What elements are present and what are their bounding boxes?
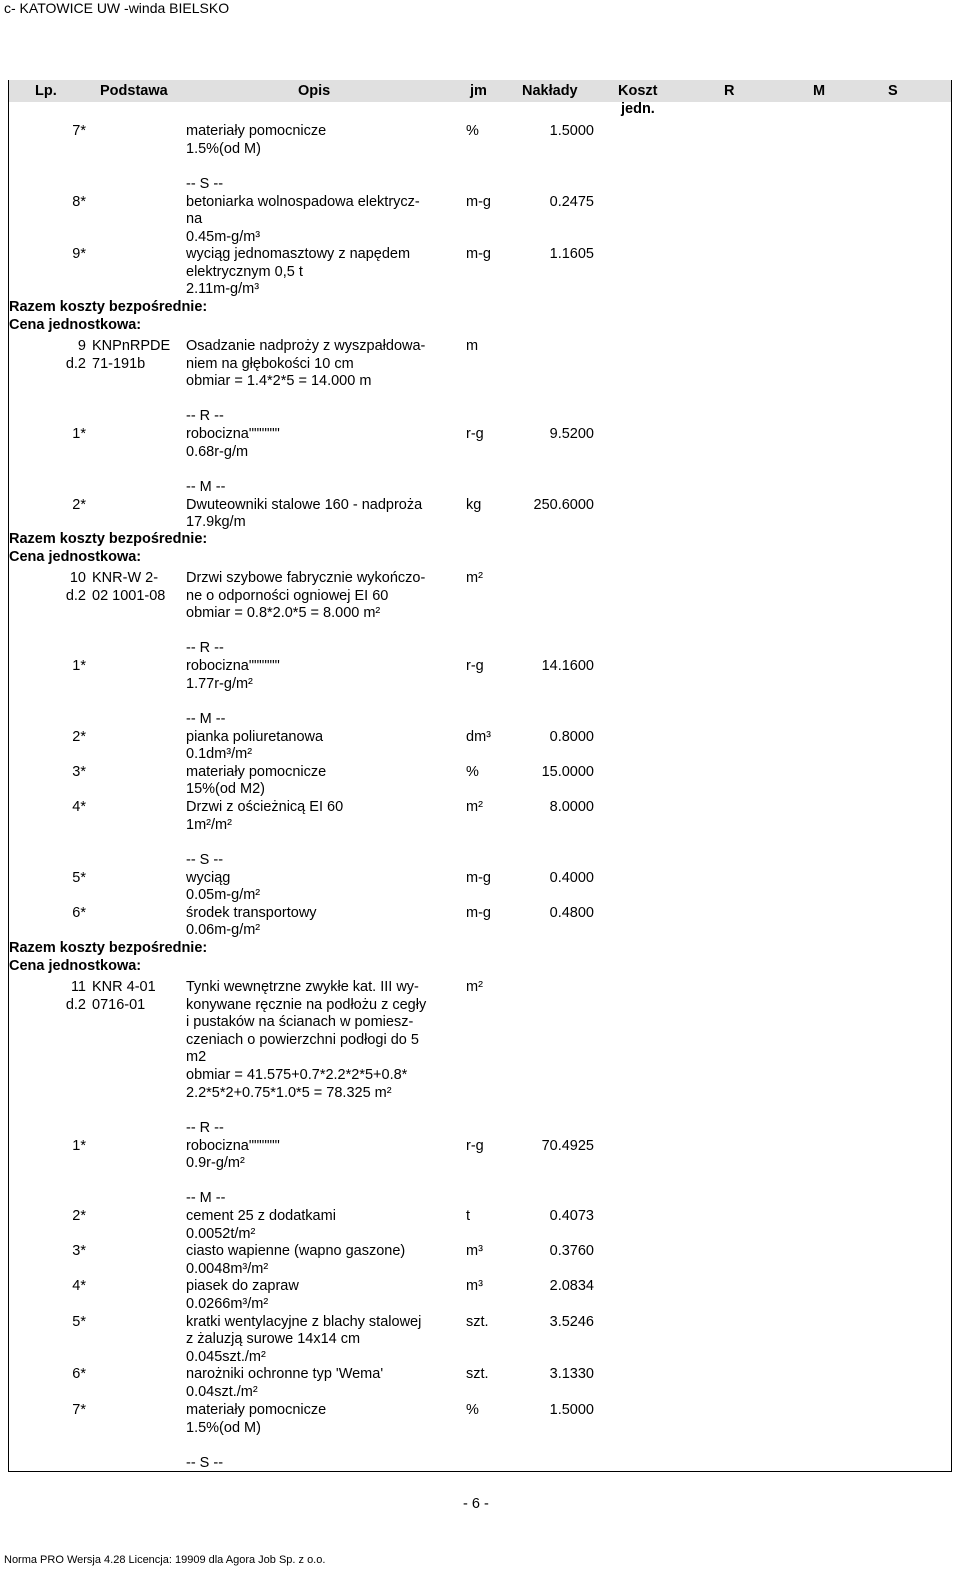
row-opis: ciasto wapienne (wapno gaszone) bbox=[186, 1243, 406, 1259]
row-lp: 1* bbox=[72, 1138, 86, 1154]
row-jm: kg bbox=[466, 497, 482, 513]
row-lp: 9 bbox=[77, 338, 86, 354]
row-lp: 3* bbox=[72, 764, 86, 780]
table-header bbox=[8, 80, 952, 102]
row-naklady: 70.4925 bbox=[541, 1138, 594, 1154]
row-jm: r-g bbox=[466, 426, 484, 442]
summary-label: Razem koszty bezpośrednie: bbox=[9, 299, 208, 315]
row-naklady: 8.0000 bbox=[549, 799, 594, 815]
right-border bbox=[951, 80, 952, 1472]
row-jm: m-g bbox=[466, 194, 491, 210]
row-opis: 2.11m-g/m³ bbox=[186, 281, 260, 297]
row-opis: 2.2*5*2+0.75*1.0*5 = 78.325 m² bbox=[186, 1085, 392, 1101]
row-opis: piasek do zapraw bbox=[186, 1278, 299, 1294]
row-podstawa: 71-191b bbox=[92, 356, 146, 372]
row-naklady: 0.4800 bbox=[549, 905, 594, 921]
row-opis: pianka poliuretanowa bbox=[186, 729, 324, 745]
row-opis: materiały pomocnicze bbox=[186, 764, 327, 780]
row-opis: 17.9kg/m bbox=[186, 514, 246, 530]
row-jm: % bbox=[466, 1402, 479, 1418]
row-lp: 7* bbox=[72, 1402, 86, 1418]
row-opis: 0.0266m³/m² bbox=[186, 1296, 269, 1312]
summary-label: Cena jednostkowa: bbox=[9, 549, 142, 565]
row-opis: 0.45m-g/m³ bbox=[186, 229, 261, 245]
page-number: - 6 - bbox=[463, 1496, 489, 1512]
row-opis: środek transportowy bbox=[186, 905, 317, 921]
row-opis: -- M -- bbox=[186, 711, 226, 727]
row-jm: t bbox=[466, 1208, 471, 1224]
document-title: c- KATOWICE UW -winda BIELSKO bbox=[4, 0, 230, 16]
footer-license: Norma PRO Wersja 4.28 Licencja: 19909 dla Agora Job Sp. z o.o. bbox=[4, 1554, 326, 1566]
row-naklady: 15.0000 bbox=[541, 764, 594, 780]
row-opis: materiały pomocnicze bbox=[186, 1402, 327, 1418]
row-naklady: 0.4073 bbox=[549, 1208, 594, 1224]
row-opis: Dwuteowniki stalowe 160 - nadproża bbox=[186, 497, 423, 513]
row-lp: 8* bbox=[72, 194, 86, 210]
row-opis: betoniarka wolnospadowa elektrycz- bbox=[186, 194, 420, 210]
summary-label: Razem koszty bezpośrednie: bbox=[9, 940, 208, 956]
row-lp: 1* bbox=[72, 426, 86, 442]
row-opis: obmiar = 1.4*2*5 = 14.000 m bbox=[186, 373, 372, 389]
row-opis: 0.05m-g/m² bbox=[186, 887, 261, 903]
row-opis: m2 bbox=[186, 1049, 207, 1065]
row-opis: -- S -- bbox=[186, 1455, 224, 1471]
row-naklady: 0.2475 bbox=[549, 194, 594, 210]
row-podstawa: KNR 4-01 bbox=[92, 979, 156, 995]
row-opis: -- R -- bbox=[186, 1120, 224, 1136]
row-opis: 0.0052t/m² bbox=[186, 1226, 256, 1242]
row-jm: m-g bbox=[466, 870, 491, 886]
row-opis: 0.1dm³/m² bbox=[186, 746, 253, 762]
header-koszt-jedn: jedn. bbox=[621, 101, 655, 117]
row-opis: 0.68r-g/m bbox=[186, 444, 249, 460]
row-lp: 2* bbox=[72, 497, 86, 513]
row-lp: 7* bbox=[72, 123, 86, 139]
row-naklady: 2.0834 bbox=[549, 1278, 594, 1294]
row-lp: 4* bbox=[72, 1278, 86, 1294]
row-opis: -- S -- bbox=[186, 852, 224, 868]
row-opis: narożniki ochronne typ 'Wema' bbox=[186, 1366, 384, 1382]
row-lp: 9* bbox=[72, 246, 86, 262]
header-koszt: Koszt bbox=[618, 83, 658, 99]
row-opis: 1.77r-g/m² bbox=[186, 676, 253, 692]
row-podstawa: KNR-W 2- bbox=[92, 570, 159, 586]
row-opis: z żaluzją surowe 14x14 cm bbox=[186, 1331, 361, 1347]
row-naklady: 1.5000 bbox=[549, 123, 594, 139]
header-jm: jm bbox=[470, 83, 487, 99]
row-jm: dm³ bbox=[466, 729, 491, 745]
row-jm: m³ bbox=[466, 1243, 483, 1259]
row-lp: 2* bbox=[72, 1208, 86, 1224]
header-s: S bbox=[888, 83, 898, 99]
row-opis: czeniach o powierzchni podłogi do 5 bbox=[186, 1032, 419, 1048]
row-naklady: 1.1605 bbox=[549, 246, 594, 262]
row-naklady: 14.1600 bbox=[541, 658, 594, 674]
row-jm: m bbox=[466, 338, 479, 354]
row-podstawa: KNPnRPDE bbox=[92, 338, 171, 354]
row-opis: Drzwi z ościeżnicą EI 60 bbox=[186, 799, 344, 815]
row-opis: 1m²/m² bbox=[186, 817, 232, 833]
row-opis: Tynki wewnętrzne zwykłe kat. III wy- bbox=[186, 979, 419, 995]
row-opis: 0.045szt./m² bbox=[186, 1349, 266, 1365]
row-opis: Osadzanie nadproży z wyszpałdowa- bbox=[186, 338, 426, 354]
row-lp: d.2 bbox=[65, 997, 86, 1013]
row-naklady: 1.5000 bbox=[549, 1402, 594, 1418]
row-podstawa: 0716-01 bbox=[92, 997, 146, 1013]
row-jm: szt. bbox=[466, 1314, 489, 1330]
header-naklady: Nakłady bbox=[522, 83, 578, 99]
row-lp: 5* bbox=[72, 1314, 86, 1330]
row-jm: m-g bbox=[466, 246, 491, 262]
row-opis: 0.0048m³/m² bbox=[186, 1261, 269, 1277]
row-jm: m-g bbox=[466, 905, 491, 921]
row-opis: wyciąg jednomasztowy z napędem bbox=[186, 246, 411, 262]
row-lp: 4* bbox=[72, 799, 86, 815]
header-opis: Opis bbox=[298, 83, 331, 99]
row-opis: i pustaków na ścianach w pomiesz- bbox=[186, 1014, 414, 1030]
row-opis: niem na głębokości 10 cm bbox=[186, 356, 354, 372]
left-border bbox=[8, 80, 9, 1472]
row-lp: 6* bbox=[72, 1366, 86, 1382]
row-opis: -- S -- bbox=[186, 176, 224, 192]
row-opis: elektrycznym 0,5 t bbox=[186, 264, 303, 280]
row-lp: 6* bbox=[72, 905, 86, 921]
row-naklady: 250.6000 bbox=[533, 497, 594, 513]
row-naklady: 9.5200 bbox=[549, 426, 594, 442]
header-m: M bbox=[813, 83, 826, 99]
row-opis: materiały pomocnicze bbox=[186, 123, 327, 139]
row-jm: m² bbox=[466, 799, 483, 815]
row-opis: -- M -- bbox=[186, 479, 226, 495]
row-opis: 0.9r-g/m² bbox=[186, 1155, 245, 1171]
row-lp: d.2 bbox=[65, 356, 86, 372]
row-naklady: 0.3760 bbox=[549, 1243, 594, 1259]
header-r: R bbox=[724, 83, 735, 99]
row-opis: 1.5%(od M) bbox=[186, 141, 261, 157]
row-lp: 3* bbox=[72, 1243, 86, 1259]
row-lp: 11 bbox=[70, 979, 86, 995]
row-opis: Drzwi szybowe fabrycznie wykończo- bbox=[186, 570, 426, 586]
row-jm: % bbox=[466, 764, 479, 780]
row-opis: obmiar = 0.8*2.0*5 = 8.000 m² bbox=[186, 605, 381, 621]
row-opis: na bbox=[186, 211, 203, 227]
row-naklady: 0.8000 bbox=[549, 729, 594, 745]
row-opis: wyciąg bbox=[186, 870, 231, 886]
row-naklady: 3.5246 bbox=[549, 1314, 594, 1330]
row-opis: 15%(od M2) bbox=[186, 781, 265, 797]
row-lp: 5* bbox=[72, 870, 86, 886]
row-opis: 1.5%(od M) bbox=[186, 1420, 261, 1436]
row-opis: obmiar = 41.575+0.7*2.2*2*5+0.8* bbox=[186, 1067, 408, 1083]
row-jm: m² bbox=[466, 570, 483, 586]
summary-label: Razem koszty bezpośrednie: bbox=[9, 531, 208, 547]
row-jm: m³ bbox=[466, 1278, 483, 1294]
row-jm: r-g bbox=[466, 1138, 484, 1154]
summary-label: Cena jednostkowa: bbox=[9, 317, 142, 333]
row-opis: 0.04szt./m² bbox=[186, 1384, 258, 1400]
row-jm: % bbox=[466, 123, 479, 139]
row-opis: kratki wentylacyjne z blachy stalowej bbox=[186, 1314, 422, 1330]
row-opis: konywane ręcznie na podłożu z cegły bbox=[186, 997, 427, 1013]
row-opis: robocizna"""""" bbox=[186, 658, 280, 674]
row-podstawa: 02 1001-08 bbox=[92, 588, 166, 604]
row-lp: 2* bbox=[72, 729, 86, 745]
row-lp: 1* bbox=[72, 658, 86, 674]
row-opis: -- R -- bbox=[186, 408, 224, 424]
row-opis: robocizna"""""" bbox=[186, 1138, 280, 1154]
row-lp: 10 bbox=[69, 570, 86, 586]
summary-label: Cena jednostkowa: bbox=[9, 958, 142, 974]
row-naklady: 3.1330 bbox=[549, 1366, 594, 1382]
row-opis: 0.06m-g/m² bbox=[186, 922, 261, 938]
row-opis: cement 25 z dodatkami bbox=[186, 1208, 336, 1224]
row-jm: m² bbox=[466, 979, 483, 995]
row-jm: r-g bbox=[466, 658, 484, 674]
row-jm: szt. bbox=[466, 1366, 489, 1382]
row-opis: ne o odporności ogniowej EI 60 bbox=[186, 588, 389, 604]
row-lp: d.2 bbox=[65, 588, 86, 604]
row-opis: -- R -- bbox=[186, 640, 224, 656]
row-opis: -- M -- bbox=[186, 1190, 226, 1206]
header-podstawa: Podstawa bbox=[100, 83, 168, 99]
row-opis: robocizna"""""" bbox=[186, 426, 280, 442]
bottom-border bbox=[8, 1471, 952, 1472]
row-naklady: 0.4000 bbox=[549, 870, 594, 886]
header-lp: Lp. bbox=[35, 83, 57, 99]
